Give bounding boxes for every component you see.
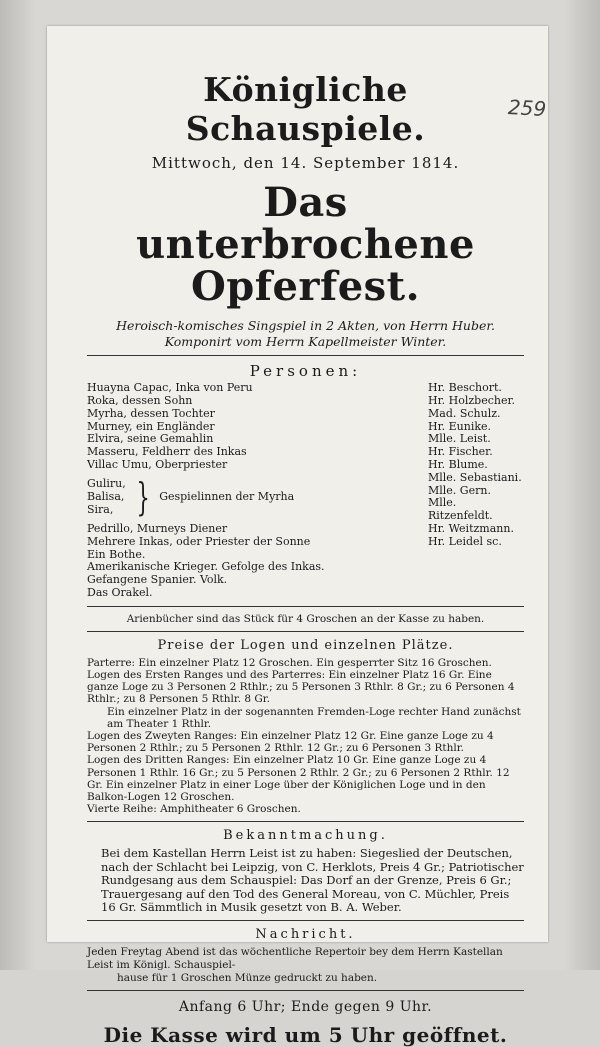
- playbill-sheet: [47, 26, 548, 1047]
- divider: [87, 631, 524, 632]
- theatre-title: Königliche Schauspiele.: [185, 70, 426, 148]
- notice-heading: Nachricht.: [255, 927, 356, 943]
- brace-glyph: }: [136, 475, 150, 520]
- performance-date: Mittwoch, den 14. September 1814.: [151, 154, 460, 172]
- libretto-note: Arienbücher sind das Stück für 4 Groschen an der Kasse zu haben.: [126, 612, 485, 625]
- group-actors: [428, 472, 524, 523]
- actor-name: Hr. Weitzmann.: [428, 522, 514, 536]
- notice-text: [87, 946, 524, 984]
- price-list: [87, 657, 524, 816]
- notice-line: hause für 1 Groschen Münze gedruckt zu haben.: [117, 971, 378, 984]
- notice-line: Jeden Freytag Abend ist das wöchentliche Repertoir bey dem Herrn Kastellan Leist im Königl. Schauspiel-: [87, 946, 503, 972]
- prices-heading: Preise der Logen und einzelnen Plätze.: [157, 637, 454, 653]
- divider: [87, 606, 524, 607]
- actor-name: Hr. Leidel sc.: [428, 534, 502, 548]
- actor-name: Mlle. Gern.: [428, 483, 491, 497]
- role-name: Guliru,: [87, 477, 126, 491]
- archive-number: 259: [507, 95, 547, 121]
- cast-row: [87, 459, 524, 472]
- divider: [87, 821, 524, 822]
- role-name: Elvira, seine Gemahlin: [87, 432, 214, 446]
- role-name: Das Orakel.: [87, 586, 153, 599]
- group-description: Gespielinnen der Myrha: [159, 490, 295, 504]
- role-name: Balisa,: [87, 490, 125, 504]
- announcement-paragraph: Bei dem Kastellan Herrn Leist ist zu haben: Siegeslied der Deutschen, nach der Schlacht bei Leipzig, von C. Herklots, Preis 4 Gr.; Patriotischer Rundgesang aus dem Schauspiel: Das Dorf an der Grenze, Preis 6 Gr.; Trauergesang auf den Tod des General Moreau, von C. Müchler, Preis 16 Gr. Sämmtlich in Musik gesetzt von B. A. Weber.: [101, 846, 524, 915]
- actor-name: [428, 561, 524, 574]
- box-office-opening: Die Kasse wird um 5 Uhr geöffnet.: [103, 1023, 508, 1047]
- role-name: Huayna Capac, Inka von Peru: [87, 381, 253, 395]
- actor-name: Hr. Beschort.: [428, 381, 502, 395]
- group-role-names: [87, 478, 131, 516]
- actor-name: Hr. Holzbecher.: [428, 394, 516, 408]
- role-name: Villac Umu, Oberpriester: [87, 458, 228, 472]
- role-name: Myrha, dessen Tochter: [87, 406, 215, 420]
- role-name: Amerikanische Krieger. Gefolge des Inkas.: [87, 560, 325, 574]
- role-name: Ein Bothe.: [87, 547, 146, 561]
- actor-name: [428, 574, 524, 587]
- actor-name: Hr. Blume.: [428, 458, 488, 472]
- cast-row: [87, 587, 524, 600]
- actor-name: Hr. Eunike.: [428, 419, 492, 433]
- price-line: Logen des Dritten Ranges: Ein einzelner Platz 10 Gr. Eine ganze Loge zu 4 Personen 1 Rthlr. 16 Gr.; zu 5 Personen 2 Rthlr. 2 Gr.; zu 6 Personen 2 Rthlr. 12 Gr. Ein einzelner Platz in einer Loge über der Königlichen Loge und in den Balkon-Logen 12 Groschen.: [87, 754, 510, 804]
- actor-name: Mad. Schulz.: [428, 406, 501, 420]
- start-time: Anfang 6 Uhr; Ende gegen 9 Uhr.: [178, 999, 433, 1016]
- price-line: Ein einzelner Platz in der sogenannten Fremden-Loge rechter Hand zunächst am Theater 1 Rthlr.: [107, 705, 521, 730]
- actor-name: [428, 549, 524, 562]
- role-name: Murney, ein Engländer: [87, 419, 215, 433]
- divider: [87, 990, 524, 991]
- role-name: Mehrere Inkas, oder Priester der Sonne: [87, 534, 311, 548]
- divider: [87, 920, 524, 921]
- price-line: Logen des Ersten Ranges und des Parterres: Ein einzelner Platz 16 Gr. Eine ganze Loge zu 3 Personen 2 Rthlr.; zu 5 Personen 3 Rthlr. 8 Gr.; zu 6 Personen 4 Rthlr.; zu 8 Personen 5 Rthlr. 8 Gr.: [87, 669, 515, 706]
- announcement-text: [87, 847, 524, 914]
- price-line: Logen des Zweyten Ranges: Ein einzelner Platz 12 Gr. Eine ganze Loge zu 4 Personen 2 Rthlr.; zu 5 Personen 2 Rthlr. 12 Gr.; zu 6 Personen 3 Rthlr.: [87, 730, 494, 755]
- divider: [87, 355, 524, 356]
- role-name: Sira,: [87, 502, 114, 516]
- actor-name: [428, 587, 524, 600]
- actor-name: Mlle. Ritzenfeldt.: [428, 496, 493, 523]
- actor-name: Mlle. Sebastiani.: [428, 470, 522, 484]
- cast-list: [87, 382, 524, 600]
- role-name: Roka, dessen Sohn: [87, 394, 193, 408]
- cast-row: [87, 408, 524, 421]
- subtitle-line: Heroisch-komisches Singspiel in 2 Akten, von Herrn Huber.: [116, 318, 495, 333]
- announcement-heading: Bekanntmachung.: [223, 828, 388, 844]
- cast-row: [87, 395, 524, 408]
- play-title: Das unterbrochene Opferfest.: [136, 179, 475, 310]
- cast-row: [87, 536, 524, 549]
- price-line: Parterre: Ein einzelner Platz 12 Groschen. Ein gesperrter Sitz 16 Groschen.: [87, 656, 492, 669]
- cast-group: [87, 472, 524, 523]
- cast-row: [87, 523, 524, 536]
- role-name: Pedrillo, Murneys Diener: [87, 522, 228, 536]
- cast-heading: Personen:: [249, 362, 362, 381]
- actor-name: Hr. Fischer.: [428, 445, 493, 459]
- role-name: Gefangene Spanier. Volk.: [87, 573, 228, 587]
- play-subtitle: [87, 318, 524, 349]
- actor-name: Mlle. Leist.: [428, 432, 491, 446]
- subtitle-line: Komponirt vom Herrn Kapellmeister Winter.: [164, 333, 447, 349]
- cast-row: [87, 574, 524, 587]
- price-line: Vierte Reihe: Amphitheater 6 Groschen.: [87, 803, 301, 816]
- role-name: Masseru, Feldherr des Inkas: [87, 445, 247, 459]
